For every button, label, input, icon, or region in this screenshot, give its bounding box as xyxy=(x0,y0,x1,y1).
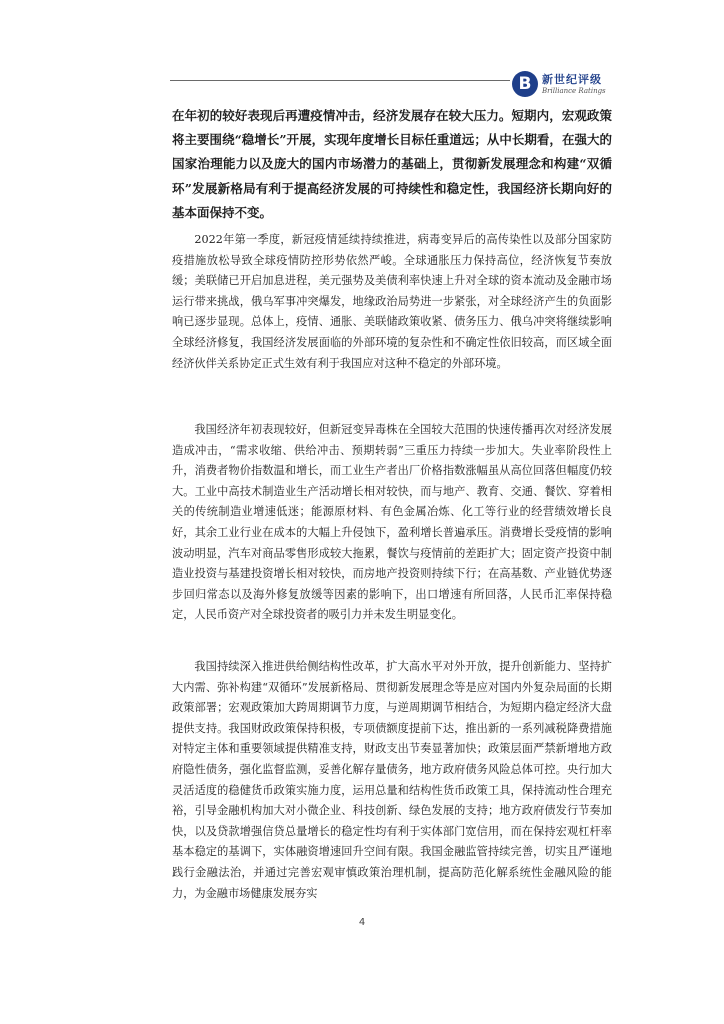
body-paragraph-1: 2022年第一季度，新冠疫情延续持续推进，病毒变异后的高传染性以及部分国家防疫措施放松导致全球疫情防控形势依然严峻。全球通胀压力保持高位，经济恢复节奏放缓；美联储已开启加息进程，美元强势及美债利率快速上升对全球的资本流动及金融市场运行带来挑战，俄乌军事冲突爆发，地缘政治局势进一步紧张，对全球经济产生的负面影响已逐步显现。总体上，疫情、通胀、美联储政策收紧、债务压力、俄乌冲突将继续影响全球经济修复，我国经济发展面临的外部环境的复杂性和不确定性依旧较高，而区域全面经济伙伴关系协定正式生效有利于我国应对这种不稳定的外部环境。 xyxy=(172,233,612,370)
logo-name: 新世纪评级 xyxy=(542,72,602,86)
summary-paragraph: 在年初的较好表现后再遭疫情冲击，经济发展存在较大压力。短期内，宏观政策将主要围绕“稳增长”开展，实现年度增长目标任重道远；从中长期看，在强大的国家治理能力以及庞大的国内市场潜力的基础上，贯彻新发展理念和构建“双循环”发展新格局有利于提高经济发展的可持续性和稳定性，我国经济长期向好的基本面保持不变。 xyxy=(172,108,612,220)
page-number: 4 xyxy=(358,917,366,928)
body-paragraph-3: 我国持续深入推进供给侧结构性改革，扩大高水平对外开放，提升创新能力、坚持扩大内需、弥补构建“双循环”发展新格局、贯彻新发展理念等是应对国内外复杂局面的长期政策部署；宏观政策加大跨周期调节力度，与逆周期调节相结合，为短期内稳定经济大盘提供支持。我国财政政策保持积极，专项债额度提前下达，推出新的一系列减税降费措施对特定主体和重要领域提供精准支持，财政支出节奏显著加快；政策层面严禁新增地方政府隐性债务，强化监督监测，妥善化解存量债务，地方政府债务风险总体可控。央行加大灵活适度的稳健货币政策实施力度，运用总量和结构性货币政策工具，保持流动性合理充裕，引导金融机构加大对小微企业、科技创新、绿色发展的支持；地方政府债发行节奏加快，以及贷款增强信贷总量增长的稳定性均有利于实体部门宽信用，而在保持宏观杠杆率基本稳定的基调下，实体融资增速回升空间有限。我国金融监管持续完善，切实且严谨地践行金融法治，并通过完善宏观审慎政策治理机制，提高防范化解系统性金融风险的能力，为金融市场健康发展夯实 xyxy=(172,660,612,900)
logo-icon: B xyxy=(512,71,538,97)
logo-subtitle: Brilliance Ratings xyxy=(542,86,606,95)
header-divider xyxy=(170,80,510,81)
logo-text-group xyxy=(542,74,606,95)
body-paragraph-2: 我国经济年初表现较好，但新冠变异毒株在全国较大范围的快速传播再次对经济发展造成冲击，“需求收缩、供给冲击、预期转弱”三重压力持续一步加大。失业率阶段性上升，消费者物价指数温和增长，而工业生产者出厂价格指数涨幅虽从高位回落但幅度仍较大。工业中高技术制造业生产活动增长相对较快，而与地产、教育、交通、餐饮、穿着相关的传统制造业增速低迷；能源原材料、有色金属冶炼、化工等行业的经营绩效增长良好，其余工业行业在成本的大幅上升侵蚀下，盈利增长普遍承压。消费增长受疫情的影响波动明显，汽车对商品零售形成较大拖累，餐饮与疫情前的差距扩大；固定资产投资中制造业投资与基建投资增长相对较快，而房地产投资则持续下行；在高基数、产业链优势逐步回归常态以及海外修复放缓等因素的影响下，出口增速有所回落，人民币汇率保持稳定，人民币资产对全球投资者的吸引力并未发生明显变化。 xyxy=(172,423,612,622)
brilliance-ratings-logo xyxy=(512,68,632,100)
